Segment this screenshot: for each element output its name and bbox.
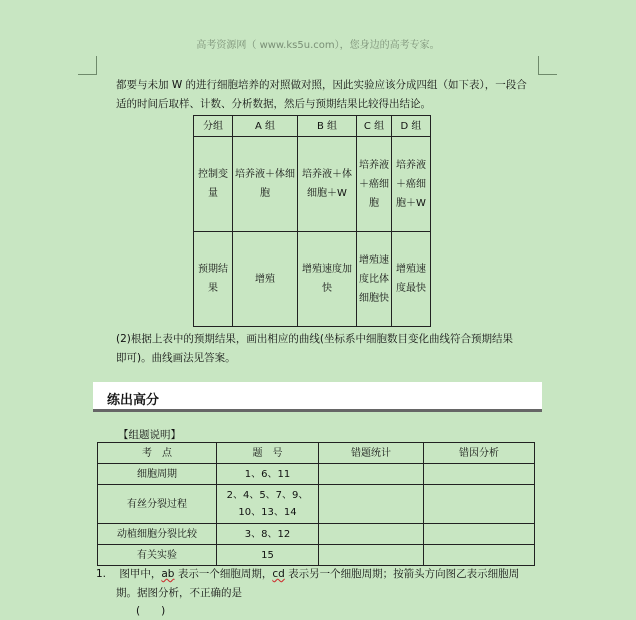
- numbers-cell: 1、6、11: [217, 464, 319, 485]
- table-row: [98, 485, 535, 524]
- table-header-cell: 错因分析: [424, 443, 535, 464]
- empty-cell: [319, 524, 424, 545]
- empty-cell: [424, 485, 535, 524]
- question-text-post: 表示另一个细胞周期；按箭头方向图乙表示细胞周: [284, 568, 520, 580]
- corner-mark-left: [78, 56, 97, 75]
- question-1-line2: 期。据图分析，不正确的是: [116, 587, 242, 599]
- table-row: [98, 545, 535, 566]
- table-header-cell: 分组: [194, 116, 233, 137]
- empty-cell: [319, 485, 424, 524]
- table-header-cell: 题 号: [217, 443, 319, 464]
- page-header: 高考资源网（ www.ks5u.com），您身边的高考专家。: [196, 40, 440, 51]
- corner-mark-right: [538, 56, 557, 75]
- table-row: [98, 464, 535, 485]
- answer-paragraph-line1: (2)根据上表中的预期结果，画出相应的曲线(坐标系中细胞数目变化曲线符合预期结果: [116, 333, 513, 345]
- table-cell: 培养液＋癌细胞: [357, 137, 392, 232]
- table-header-row: [98, 443, 535, 464]
- topic-cell: 细胞周期: [98, 464, 217, 485]
- term-cd: cd: [272, 568, 285, 580]
- answer-paragraph-line2: 即可)。曲线画法见答案。: [116, 352, 236, 364]
- table-cell: 培养液＋癌细胞＋W: [392, 137, 431, 232]
- section-title: 练出高分: [107, 393, 160, 408]
- section-banner: [93, 382, 542, 412]
- table-header-cell: B 组: [298, 116, 357, 137]
- table-header-row: [194, 116, 431, 137]
- table-header-cell: A 组: [233, 116, 298, 137]
- topic-cell: 有丝分裂过程: [98, 485, 217, 524]
- table-cell: 培养液＋体细胞＋W: [298, 137, 357, 232]
- empty-cell: [319, 464, 424, 485]
- experiment-table: [193, 115, 431, 327]
- table-header-cell: 考 点: [98, 443, 217, 464]
- empty-cell: [424, 464, 535, 485]
- table-cell: 培养液＋体细胞: [233, 137, 298, 232]
- section-divider: [93, 409, 542, 412]
- table-header-cell: C 组: [357, 116, 392, 137]
- table-row: [98, 524, 535, 545]
- question-text-mid: 表示一个细胞周期，: [174, 568, 273, 580]
- table-row: [194, 137, 431, 232]
- table-header-cell: D 组: [392, 116, 431, 137]
- empty-cell: [424, 524, 535, 545]
- answer-blank: ( ): [136, 605, 166, 617]
- term-ab: ab: [161, 568, 175, 580]
- table-cell: 增殖速度比体细胞快: [357, 232, 392, 327]
- table-cell: 增殖: [233, 232, 298, 327]
- question-1: [96, 565, 536, 584]
- empty-cell: [424, 545, 535, 566]
- question-text-pre: 图甲中，: [119, 568, 162, 580]
- explain-title: 【组题说明】: [118, 429, 181, 441]
- topic-table: [97, 442, 535, 566]
- row-label: 预期结果: [194, 232, 233, 327]
- table-cell: 增殖速度最快: [392, 232, 431, 327]
- numbers-cell: 15: [217, 545, 319, 566]
- table-cell: 增殖速度加快: [298, 232, 357, 327]
- topic-cell: 有关实验: [98, 545, 217, 566]
- question-number: 1.: [96, 568, 107, 580]
- empty-cell: [319, 545, 424, 566]
- table-header-cell: 错题统计: [319, 443, 424, 464]
- row-label: 控制变量: [194, 137, 233, 232]
- table-row: [194, 232, 431, 327]
- topic-cell: 动植细胞分裂比较: [98, 524, 217, 545]
- intro-paragraph: 都要与未加 W 的进行细胞培养的对照做对照，因此实验应该分成四组（如下表），一段合适的时间后取样、计数、分析数据，然后与预期结果比较得出结论。: [116, 79, 527, 110]
- numbers-cell: 3、8、12: [217, 524, 319, 545]
- numbers-cell: 2、4、5、7、9、10、13、14: [217, 485, 319, 524]
